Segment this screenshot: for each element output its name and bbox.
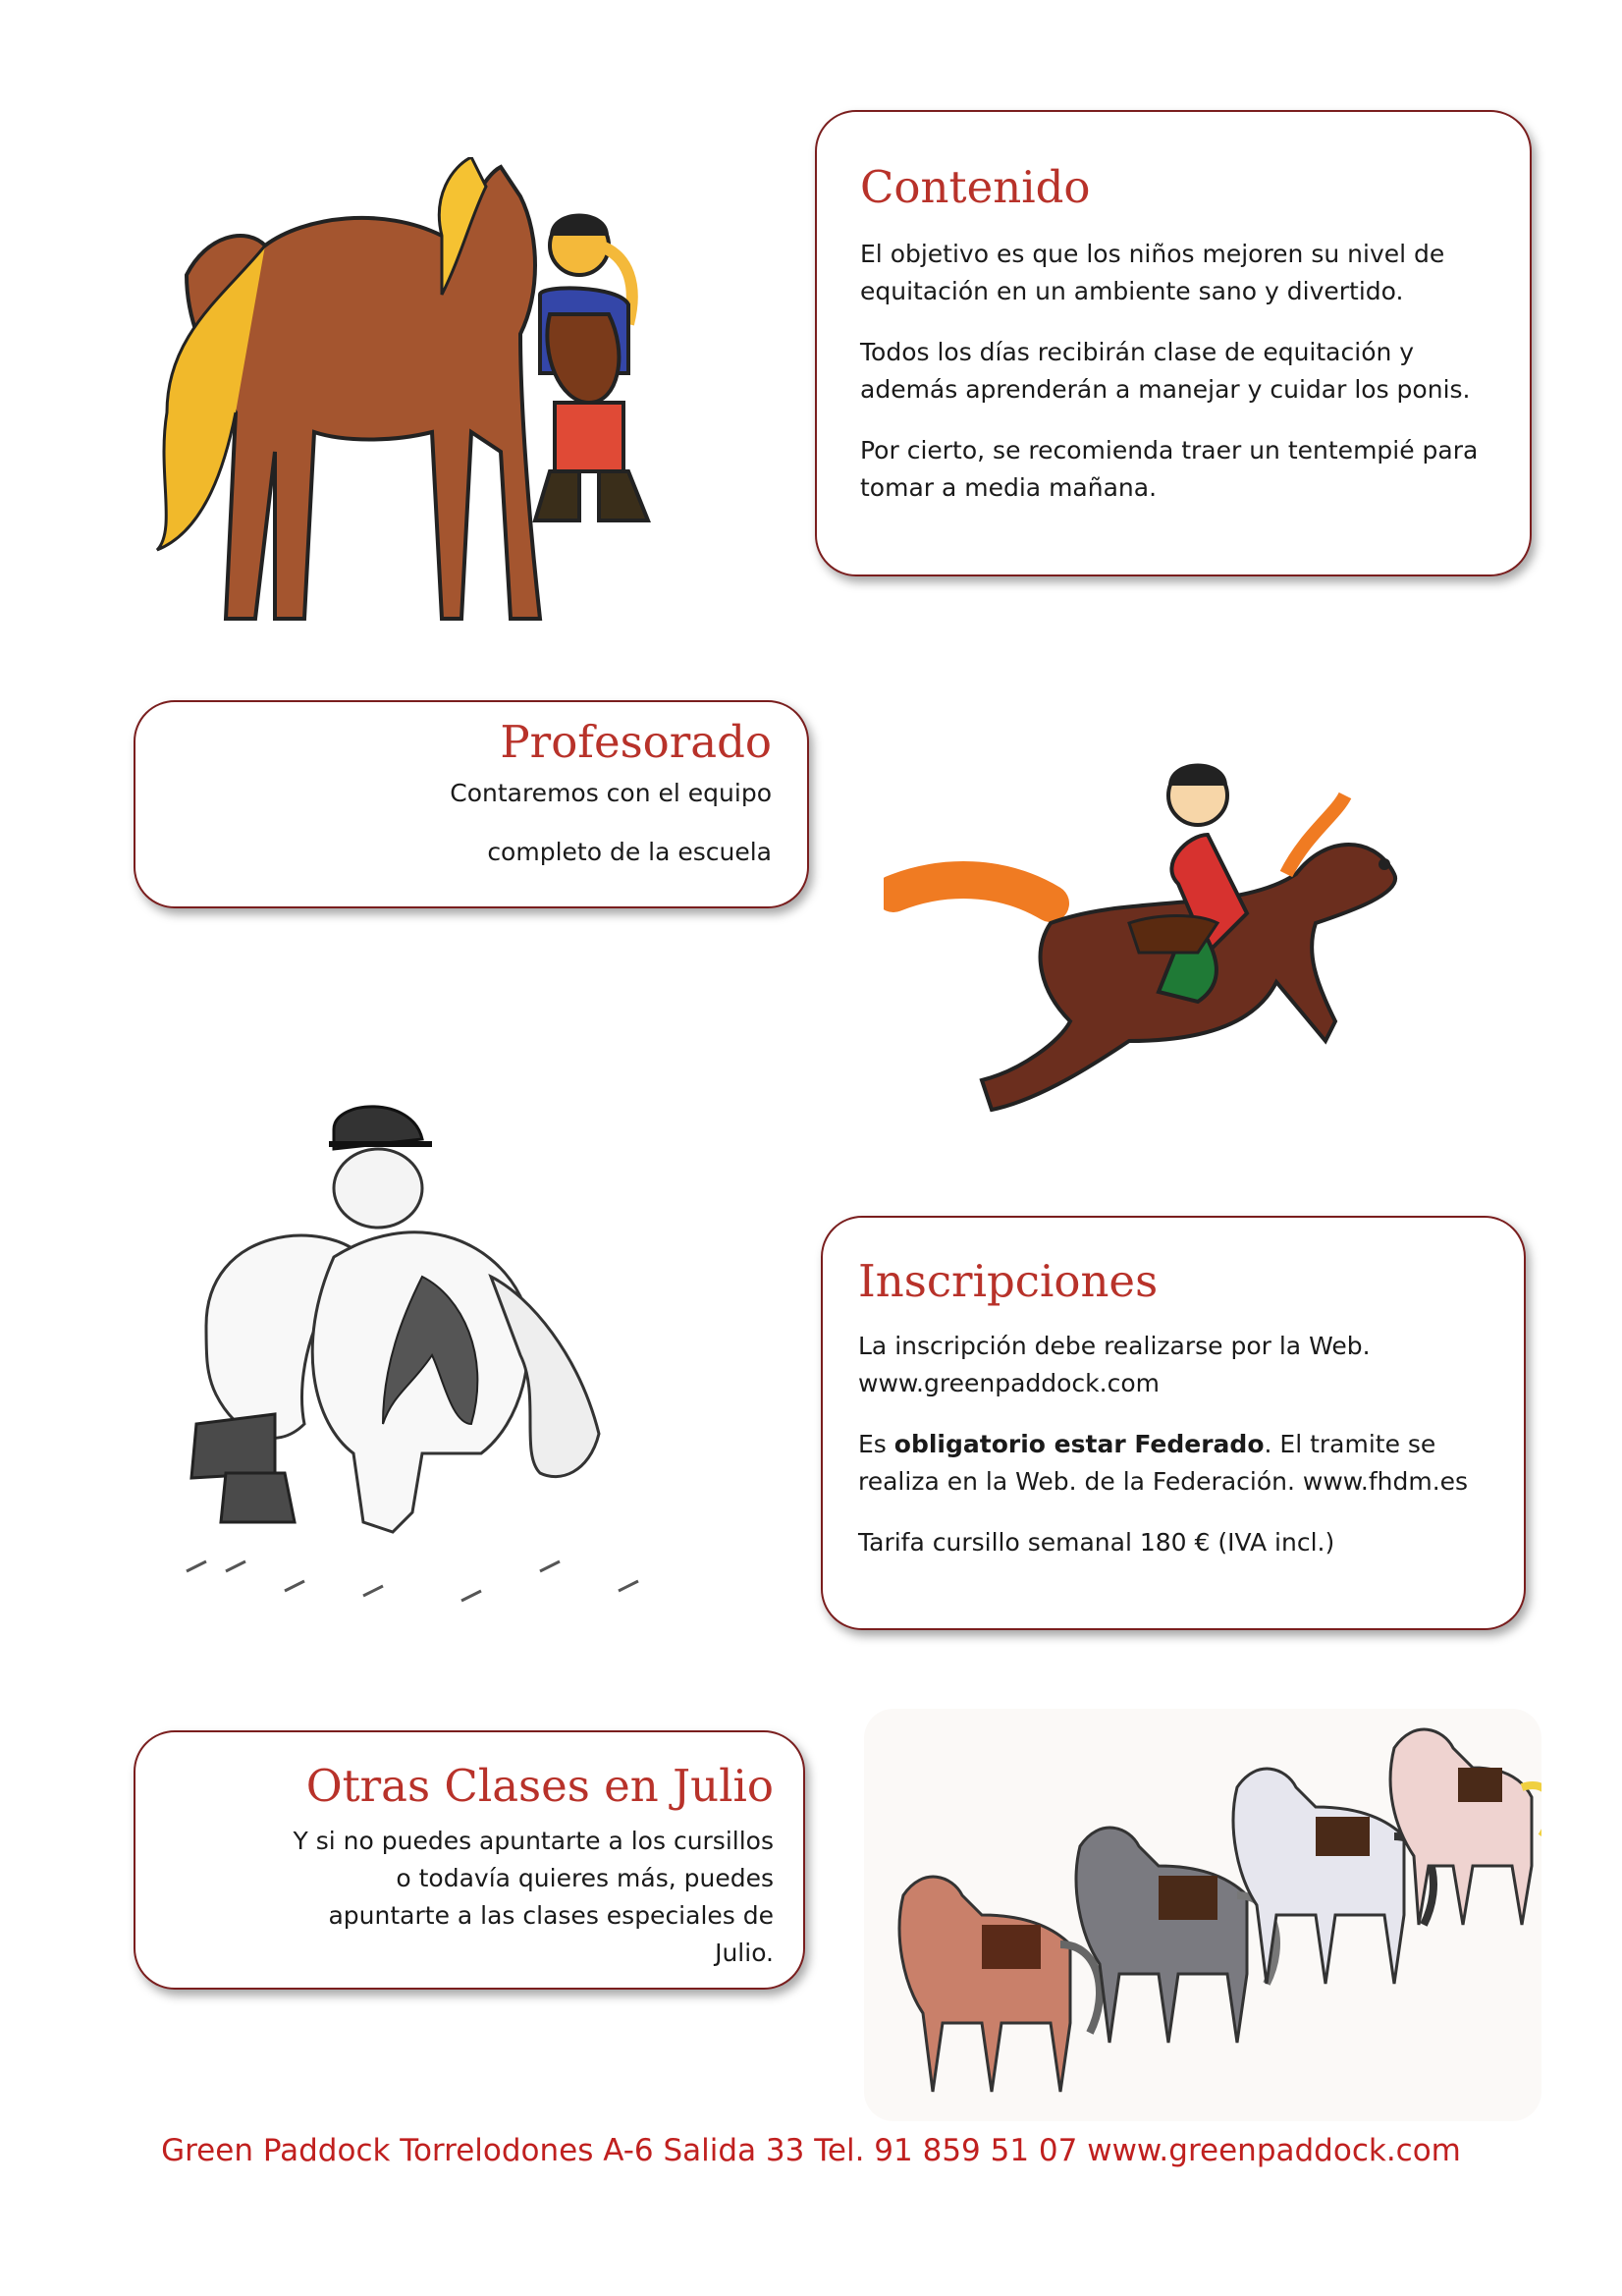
profesorado-line-1: Contaremos con el equipo [450,779,772,807]
inscripciones-title: Inscripciones [858,1255,1159,1307]
child-with-saddle-drawing [535,214,648,521]
otras-clases-box [134,1730,805,1990]
federado-bold: obligatorio estar Federado [893,1430,1265,1458]
inscripciones-web-text: La inscripción debe realizarse por la Web. [858,1332,1371,1360]
otras-clases-title: Otras Clases en Julio [305,1760,774,1812]
footer-contact: Green Paddock Torrelodones A-6 Salida 33 Tel. 91 859 51 07 www.greenpaddock.com [161,2133,1461,2168]
contenido-box [815,110,1532,576]
greenpaddock-url: www.greenpaddock.com [858,1369,1160,1397]
profesorado-title: Profesorado [500,716,772,768]
contenido-title: Contenido [860,161,1091,213]
child-riding-horse-drawing [884,727,1433,1139]
brown-horse-drawing [157,157,540,619]
pony-and-rider-sketch [167,1100,702,1640]
profesorado-line-2: completo de la escuela [487,838,772,866]
tarifa-text: Tarifa cursillo semanal 180 € (IVA incl.) [858,1528,1335,1557]
inscripciones-box [821,1216,1526,1630]
row-of-horses-drawing [864,1709,1541,2121]
contenido-paragraph-1: El objetivo es que los niños mejoren su nivel de equitación en un ambiente sano y divertido. [860,240,1445,305]
contenido-paragraph-3: Por cierto, se recomienda traer un tentempié para tomar a media mañana. [860,436,1479,502]
horse-and-child-drawing [147,157,677,638]
profesorado-box [134,700,809,908]
contenido-paragraph-2: Todos los días recibirán clase de equitación y además aprenderán a manejar y cuidar los ponis. [860,338,1471,404]
inscripciones-paragraph-1 [858,1328,1485,1402]
federado-prefix: Es [858,1430,894,1458]
inscripciones-paragraph-2 [858,1426,1485,1501]
otras-clases-text: Y si no puedes apuntarte a los cursillos o todavía quieres más, puedes apuntarte a las clases especiales de Julio. [293,1827,774,1967]
federado-suffix: . El tramite se realiza en la Web. de la Federación. www.fhdm.es [858,1430,1469,1496]
